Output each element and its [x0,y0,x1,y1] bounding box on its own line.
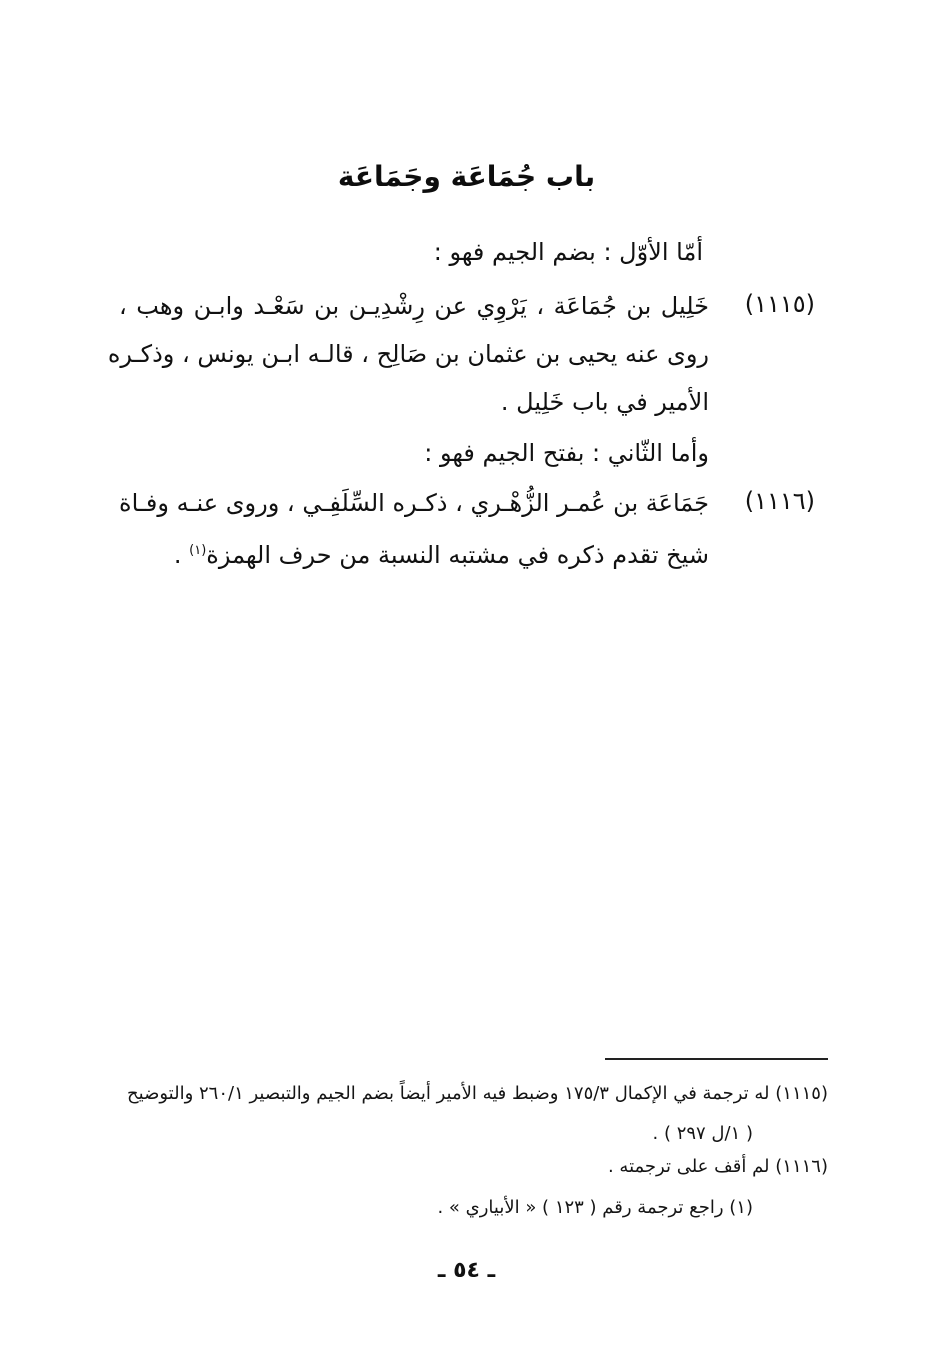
footnote-1115-line-2: ( ١/ل ٢٩٧ ) . [652,1123,753,1144]
chapter-title: باب جُمَاعَة وجَمَاعَة [337,160,596,193]
entry-line: خَلِيل بن جُمَاعَة ، يَرْوِي عن رِشْدِيـن بن سَعْـد وابـن وهب ، [119,292,709,320]
entry-line-with-footnote [119,527,709,579]
entry-line: جَمَاعَة بن عُمـر الزُّهْـري ، ذكـره السِّلَفِـي ، وروى عنـه وفـاة [119,489,709,517]
intro-second-heading: وأما الثّاني : بفتح الجيم فهو : [424,439,709,467]
footnote-1: (١) راجع ترجمة رقم ( ١٢٣ ) « الأبياري » . [437,1197,753,1218]
entry-line: الأمير في باب خَلِيل . [500,388,709,416]
entry-line-end: . [173,541,182,569]
footnote-separator [605,1058,828,1060]
entry-number-1115: (١١١٥) [744,290,815,318]
footnote-1115-line-1: (١١١٥) له ترجمة في الإكمال ١٧٥/٣ وضبط فيه الأمير أيضاً بضم الجيم والتبصير ٢٦٠/١ والتوضيح [127,1083,828,1104]
footnote-1116: (١١١٦) لم أقف على ترجمته . [607,1156,828,1177]
footnote-marker: (١) [189,543,207,558]
entry-line: روى عنه يحيى بن عثمان بن صَالِح ، قالـه ابـن يونس ، وذكـره [107,340,709,368]
intro-first-heading: أمّا الأوّل : بضم الجيم فهو : [433,238,703,266]
page-number: ـ ٥٤ ـ [437,1258,496,1283]
entry-text-1115 [107,282,709,426]
entry-number-1116: (١١١٦) [744,487,815,515]
entry-text-1116 [119,479,709,579]
entry-line-text: شيخ تقدم ذكره في مشتبه النسبة من حرف الهمزة [206,541,709,569]
